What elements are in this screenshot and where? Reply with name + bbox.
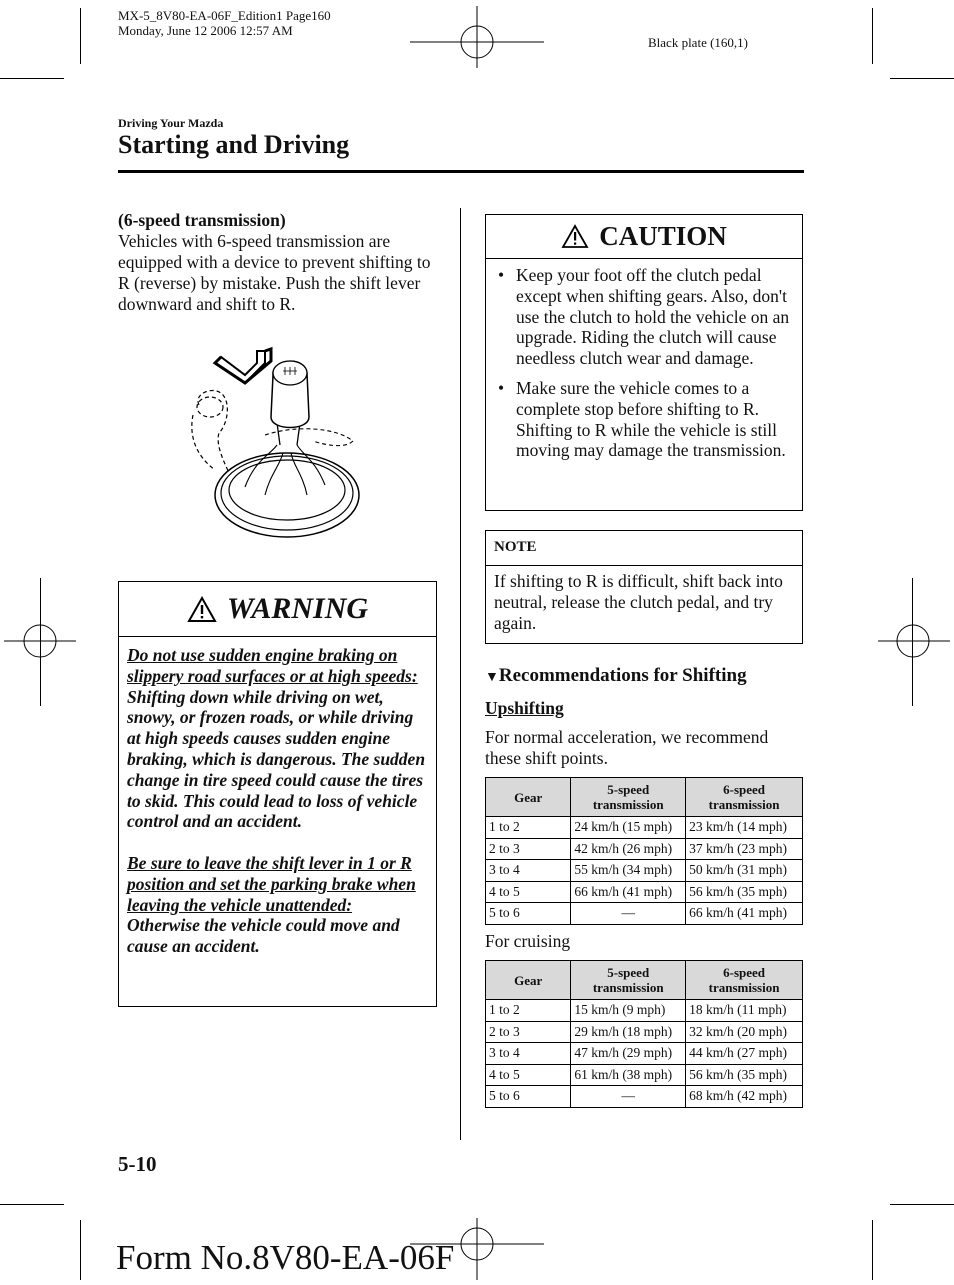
speed-6-cell: 18 km/h (11 mph) xyxy=(686,1000,803,1022)
header-5-speed: 5-speed transmission xyxy=(571,961,686,1000)
header-gear: Gear xyxy=(486,961,571,1000)
note-text: If shifting to R is difficult, shift back into neutral, release the clutch pedal, and try again. xyxy=(494,571,783,633)
speed-5-cell: — xyxy=(571,903,686,925)
speed-6-cell: 56 km/h (35 mph) xyxy=(686,1064,803,1086)
speed-6-cell: 66 km/h (41 mph) xyxy=(686,903,803,925)
table-row xyxy=(486,1043,803,1065)
speed-5-cell: 29 km/h (18 mph) xyxy=(571,1021,686,1043)
note-header xyxy=(486,531,802,566)
caution-item xyxy=(488,378,796,461)
warning-body xyxy=(119,637,436,957)
section-label: Driving Your Mazda xyxy=(118,116,224,130)
warning-box xyxy=(118,581,437,1007)
gear-cell: 5 to 6 xyxy=(486,1086,571,1108)
print-meta-line1: MX-5_8V80-EA-06F_Edition1 Page160 xyxy=(118,8,331,23)
warning-text-1: Shifting down while driving on wet, snowy, or frozen roads, or while driving at high speeds causes sudden engine braking, which is dangerous. The sudden change in tire speed could cause the tires to skid. This could lead to loss of vehicle control and an accident. xyxy=(127,686,426,832)
form-number: Form No.8V80-EA-06F xyxy=(116,1238,455,1277)
push-down-arrow-icon xyxy=(215,349,271,383)
bullet-icon: • xyxy=(498,377,505,398)
recommendations-title: Recommendations for Shifting xyxy=(498,665,747,686)
upshift-table xyxy=(485,777,803,925)
speed-6-cell: 32 km/h (20 mph) xyxy=(686,1021,803,1043)
caution-item-text: Keep your foot off the clutch pedal except when shifting gears. Also, don't use the clutch to hold the vehicle on an upgrade. Riding the clutch will cause needless clutch wear and damage. xyxy=(516,265,790,369)
caution-header xyxy=(486,215,802,259)
bullet-icon: • xyxy=(498,265,505,285)
warning-title: WARNING xyxy=(226,592,369,625)
speed-5-cell: 55 km/h (34 mph) xyxy=(571,860,686,882)
speed-5-cell: 61 km/h (38 mph) xyxy=(571,1064,686,1086)
table-row xyxy=(486,1086,803,1108)
speed-6-cell: 50 km/h (31 mph) xyxy=(686,860,803,882)
speed-6-cell: 37 km/h (23 mph) xyxy=(686,838,803,860)
speed-5-cell: 15 km/h (9 mph) xyxy=(571,1000,686,1022)
table-row xyxy=(486,1021,803,1043)
speed-5-cell: 47 km/h (29 mph) xyxy=(571,1043,686,1065)
table-row xyxy=(486,817,803,839)
warning-triangle-icon xyxy=(187,596,217,623)
speed-6-cell: 44 km/h (27 mph) xyxy=(686,1043,803,1065)
gear-cell: 3 to 4 xyxy=(486,1043,571,1065)
gear-cell: 3 to 4 xyxy=(486,860,571,882)
gear-cell: 1 to 2 xyxy=(486,1000,571,1022)
speed-5-cell: 24 km/h (15 mph) xyxy=(571,817,686,839)
gear-cell: 4 to 5 xyxy=(486,881,571,903)
warning-heading-1: Do not use sudden engine braking on slippery road surfaces or at high speeds: xyxy=(127,645,418,686)
speed-6-cell: 68 km/h (42 mph) xyxy=(686,1086,803,1108)
print-meta-line2: Monday, June 12 2006 12:57 AM xyxy=(118,23,293,38)
speed-5-cell: 66 km/h (41 mph) xyxy=(571,881,686,903)
warning-text-2: Otherwise the vehicle could move and cause an accident. xyxy=(127,915,400,957)
caution-triangle-icon xyxy=(561,224,589,249)
table-row xyxy=(486,1064,803,1086)
registration-mark-left xyxy=(4,610,76,672)
table-row xyxy=(486,881,803,903)
table-header-row xyxy=(486,778,803,817)
table-row xyxy=(486,903,803,925)
note-box xyxy=(485,530,803,644)
upshifting-label: Upshifting xyxy=(485,698,564,718)
page-number: 5-10 xyxy=(118,1152,157,1176)
gear-cell: 1 to 2 xyxy=(486,817,571,839)
speed-5-cell: — xyxy=(571,1086,686,1108)
shift-lever-illustration xyxy=(185,345,365,545)
page-title: Starting and Driving xyxy=(118,130,350,159)
speed-5-cell: 42 km/h (26 mph) xyxy=(571,838,686,860)
speed-6-cell: 23 km/h (14 mph) xyxy=(686,817,803,839)
header-5-speed: 5-speed transmission xyxy=(571,778,686,817)
left-intro xyxy=(118,210,438,315)
registration-mark-right xyxy=(878,610,950,672)
note-title: NOTE xyxy=(494,539,537,555)
gear-cell: 2 to 3 xyxy=(486,838,571,860)
title-rule xyxy=(118,170,804,173)
warning-heading-2: Be sure to leave the shift lever in 1 or R position and set the parking brake when leaving the vehicle unattended: xyxy=(127,852,416,915)
header-gear: Gear xyxy=(486,778,571,817)
caution-list xyxy=(486,259,802,461)
gear-cell: 5 to 6 xyxy=(486,903,571,925)
speed-6-cell: 56 km/h (35 mph) xyxy=(686,881,803,903)
gear-cell: 2 to 3 xyxy=(486,1021,571,1043)
table-header-row xyxy=(486,961,803,1000)
section-marker-icon: ▼ xyxy=(485,670,499,685)
caution-item xyxy=(488,265,796,369)
caution-title: CAUTION xyxy=(599,221,727,251)
cruising-label: For cruising xyxy=(485,931,571,951)
caution-box xyxy=(485,214,803,511)
cruise-table xyxy=(485,960,803,1108)
registration-mark-top xyxy=(410,6,544,68)
warning-header xyxy=(119,582,436,637)
table-row xyxy=(486,1000,803,1022)
subheading-6-speed: (6-speed transmission) xyxy=(118,210,286,230)
intro-paragraph: Vehicles with 6-speed transmission are equipped with a device to prevent shifting to R (reverse) by mistake. Push the shift lever downward and shift to R. xyxy=(118,231,431,314)
plate-label: Black plate (160,1) xyxy=(648,35,748,50)
header-6-speed: 6-speed transmission xyxy=(686,778,803,817)
gear-cell: 4 to 5 xyxy=(486,1064,571,1086)
column-divider xyxy=(460,208,461,1140)
recommendations-heading xyxy=(485,665,747,687)
header-6-speed: 6-speed transmission xyxy=(686,961,803,1000)
upshifting-text: For normal acceleration, we recommend these shift points. xyxy=(485,727,769,768)
table-row xyxy=(486,860,803,882)
print-meta xyxy=(118,8,331,38)
table-row xyxy=(486,838,803,860)
caution-item-text: Make sure the vehicle comes to a complete stop before shifting to R. Shifting to R while the vehicle is still moving may damage the transmission. xyxy=(516,377,786,461)
